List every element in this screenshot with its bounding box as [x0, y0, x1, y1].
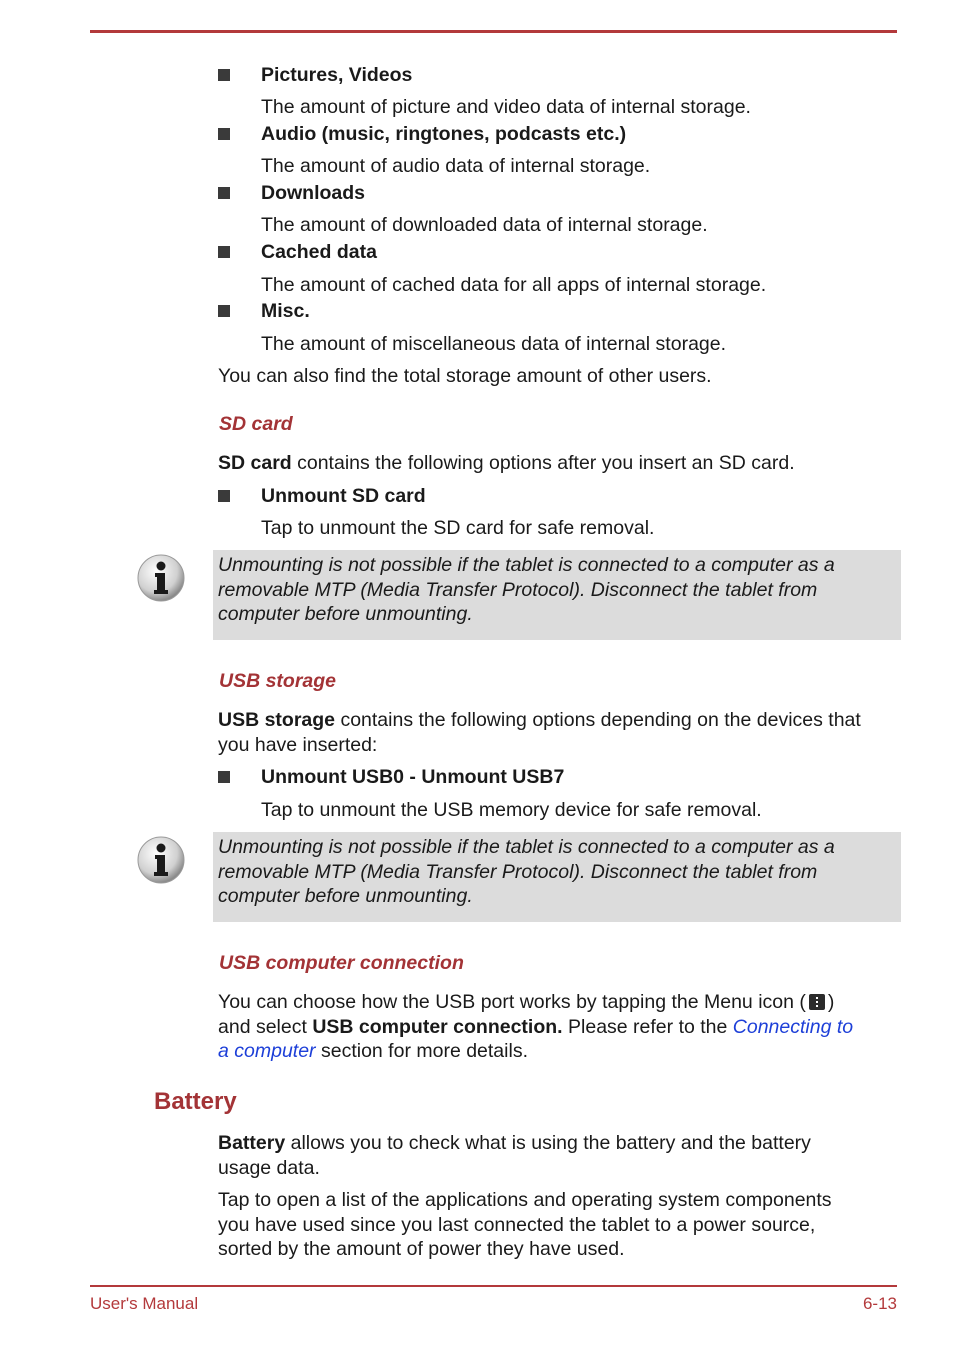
header-rule [90, 30, 897, 33]
item-title: Pictures, Videos [261, 64, 413, 86]
sd-card-intro [218, 451, 795, 476]
item-title: Audio (music, ringtones, podcasts etc.) [261, 123, 627, 145]
item-description: The amount of picture and video data of internal storage. [261, 96, 751, 118]
note-line: removable MTP (Media Transfer Protocol). Disconnect the tablet from [218, 578, 818, 601]
item-title: Misc. [261, 300, 310, 322]
battery-line: Tap to open a list of the applications and operating system components [218, 1189, 832, 1211]
note-line: removable MTP (Media Transfer Protocol). Disconnect the tablet from [218, 860, 818, 883]
footer-manual-label: User's Manual [90, 1294, 199, 1313]
bullet-icon [218, 187, 230, 199]
unmount-sd-title: Unmount SD card [261, 485, 426, 507]
note-line: computer before unmounting. [218, 603, 473, 625]
bullet-icon [218, 246, 230, 258]
usb-computer-line [218, 1039, 853, 1064]
sd-card-intro-bold: SD card [218, 452, 292, 474]
unmount-usb-title: Unmount USB0 - Unmount USB7 [261, 766, 565, 788]
sd-card-heading: SD card [219, 413, 293, 435]
menu-icon [809, 994, 825, 1010]
battery-paragraph-2 [218, 1188, 832, 1262]
usb-storage-intro [218, 708, 861, 757]
footer-rule [90, 1285, 897, 1287]
usb-computer-text: section for more details. [315, 1040, 528, 1062]
usb-computer-text: ) [827, 991, 835, 1013]
item-title: Cached data [261, 241, 377, 263]
usb-computer-text: and select [218, 1015, 313, 1038]
note-line: Unmounting is not possible if the tablet is connected to a computer as a [218, 554, 835, 576]
connecting-link[interactable]: a computer [218, 1040, 316, 1062]
usb-computer-line [218, 1015, 853, 1040]
usb-storage-intro-bold: USB storage [218, 709, 336, 731]
item-description: The amount of downloaded data of internal storage. [261, 214, 708, 236]
usb-computer-text: You can choose how the USB port works by tapping the Menu icon ( [218, 991, 806, 1013]
usb-storage-intro-line: you have inserted: [218, 733, 378, 756]
note-line: computer before unmounting. [218, 885, 473, 907]
battery-bold: Battery [218, 1132, 286, 1154]
info-icon [136, 835, 186, 885]
item-title: Downloads [261, 182, 366, 204]
usb-storage-intro-rest: contains the following options depending on the devices that [335, 709, 861, 731]
battery-line: sorted by the amount of power they have used. [218, 1238, 625, 1260]
bullet-icon [218, 305, 230, 317]
bullet-icon [218, 128, 230, 140]
note-line: Unmounting is not possible if the tablet is connected to a computer as a [218, 836, 835, 858]
unmount-sd-desc: Tap to unmount the SD card for safe removal. [261, 517, 655, 539]
item-description: The amount of miscellaneous data of internal storage. [261, 333, 727, 355]
info-icon [136, 553, 186, 603]
usb-storage-heading: USB storage [219, 670, 337, 692]
note-text [218, 553, 888, 627]
battery-paragraph-1 [218, 1131, 811, 1180]
battery-text: allows you to check what is using the battery and the battery [285, 1132, 811, 1154]
bullet-icon [218, 490, 230, 502]
battery-line: you have used since you last connected the tablet to a power source, [218, 1213, 816, 1236]
usb-computer-heading: USB computer connection [219, 952, 464, 974]
connecting-link[interactable]: Connecting to [732, 1015, 854, 1038]
other-users-text: You can also find the total storage amount of other users. [218, 365, 712, 387]
bullet-icon [218, 69, 230, 81]
sd-card-intro-rest: contains the following options after you insert an SD card. [291, 452, 795, 474]
usb-computer-paragraph [218, 990, 853, 1064]
usb-computer-bold: USB computer connection. [312, 1015, 563, 1038]
battery-heading: Battery [154, 1088, 237, 1115]
item-description: The amount of cached data for all apps of internal storage. [261, 274, 767, 296]
usb-storage-intro-line [218, 708, 861, 733]
note-text [218, 835, 888, 909]
battery-line [218, 1131, 811, 1156]
battery-line: usage data. [218, 1156, 320, 1179]
item-description: The amount of audio data of internal storage. [261, 155, 651, 177]
unmount-usb-desc: Tap to unmount the USB memory device for safe removal. [261, 799, 762, 821]
bullet-icon [218, 771, 230, 783]
footer-page-number: 6-13 [862, 1294, 897, 1313]
usb-computer-text: Please refer to the [562, 1015, 733, 1038]
usb-computer-line [218, 990, 853, 1015]
